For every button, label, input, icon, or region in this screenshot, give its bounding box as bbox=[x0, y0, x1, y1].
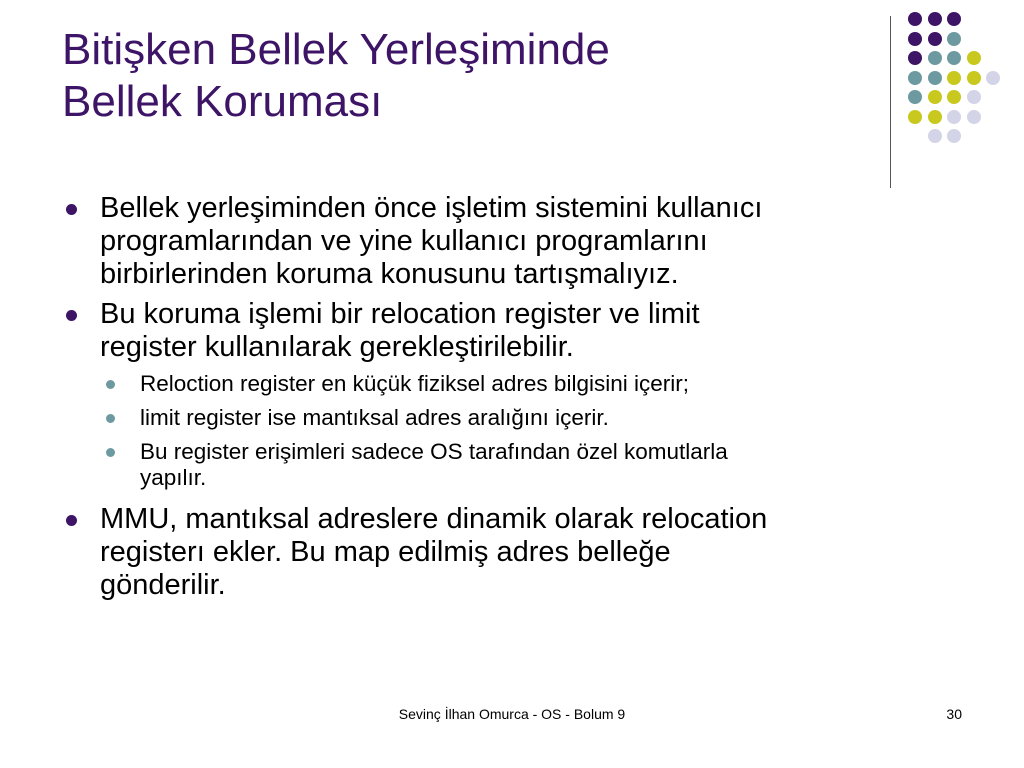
title-divider-line bbox=[890, 16, 891, 188]
bullet-dot-icon bbox=[66, 204, 77, 215]
decorative-dot bbox=[947, 12, 961, 26]
sub-bullet-item-2 bbox=[62, 405, 982, 431]
footer-text: Sevinç İlhan Omurca - OS - Bolum 9 bbox=[398, 706, 626, 722]
decorative-dot bbox=[967, 71, 981, 85]
bullet-item-2 bbox=[62, 298, 982, 364]
bullet-line: Bellek yerleşiminden önce işletim sistemini kullanıcı bbox=[100, 192, 763, 224]
decorative-dot bbox=[947, 71, 961, 85]
decorative-dot bbox=[967, 90, 981, 104]
decorative-dot bbox=[928, 90, 942, 104]
decorative-dot bbox=[908, 32, 922, 46]
sub-bullet-line: Reloction register en küçük fiziksel adres bilgisini içerir; bbox=[140, 371, 689, 396]
decorative-dot bbox=[947, 32, 961, 46]
sub-bullet-dot-icon bbox=[106, 414, 115, 423]
slide-content bbox=[62, 192, 982, 609]
decorative-dot bbox=[967, 51, 981, 65]
decorative-dot bbox=[928, 51, 942, 65]
sub-bullet-item-1 bbox=[62, 371, 982, 397]
bullet-line: Bu koruma işlemi bir relocation register ve limit bbox=[100, 298, 700, 330]
sub-bullet-item-3 bbox=[62, 439, 982, 491]
sub-bullet-line: Bu register erişimleri sadece OS tarafından özel komutlarla bbox=[140, 439, 728, 464]
bullet-line: programlarından ve yine kullanıcı programlarını bbox=[100, 225, 708, 257]
bullet-item-3 bbox=[62, 503, 982, 602]
decorative-dot bbox=[908, 12, 922, 26]
decorative-dot bbox=[928, 110, 942, 124]
bullet-line: registerı ekler. Bu map edilmiş adres belleğe bbox=[100, 536, 671, 568]
decorative-dot bbox=[928, 71, 942, 85]
slide-title-line-1: Bitişken Bellek Yerleşiminde bbox=[62, 25, 610, 74]
decorative-dot bbox=[986, 71, 1000, 85]
bullet-dot-icon bbox=[66, 515, 77, 526]
sub-bullet-line: limit register ise mantıksal adres aralığını içerir. bbox=[140, 405, 609, 430]
bullet-dot-icon bbox=[66, 310, 77, 321]
decorative-dot bbox=[947, 51, 961, 65]
bullet-line: gönderilir. bbox=[100, 569, 226, 601]
slide-title-line-2: Bellek Koruması bbox=[62, 77, 383, 126]
bullet-line: MMU, mantıksal adreslere dinamik olarak relocation bbox=[100, 503, 768, 535]
decorative-dot bbox=[928, 129, 942, 143]
decorative-dot bbox=[908, 71, 922, 85]
slide-title bbox=[62, 24, 862, 128]
decorative-dot bbox=[947, 90, 961, 104]
sub-bullet-dot-icon bbox=[106, 448, 115, 457]
decorative-dot bbox=[928, 12, 942, 26]
decorative-dot bbox=[967, 110, 981, 124]
sub-bullet-line: yapılır. bbox=[140, 465, 207, 490]
decorative-dot bbox=[908, 110, 922, 124]
decorative-dot bbox=[908, 90, 922, 104]
sub-bullet-dot-icon bbox=[106, 380, 115, 389]
bullet-item-1 bbox=[62, 192, 982, 291]
decorative-dot bbox=[908, 51, 922, 65]
decorative-dot bbox=[928, 32, 942, 46]
decorative-dot bbox=[947, 129, 961, 143]
decorative-dot-grid bbox=[900, 12, 1010, 172]
decorative-dot bbox=[947, 110, 961, 124]
bullet-line: birbirlerinden koruma konusunu tartışmalıyız. bbox=[100, 258, 679, 290]
page-number: 30 bbox=[946, 706, 962, 722]
bullet-line: register kullanılarak gerekleştirilebilir. bbox=[100, 331, 574, 363]
